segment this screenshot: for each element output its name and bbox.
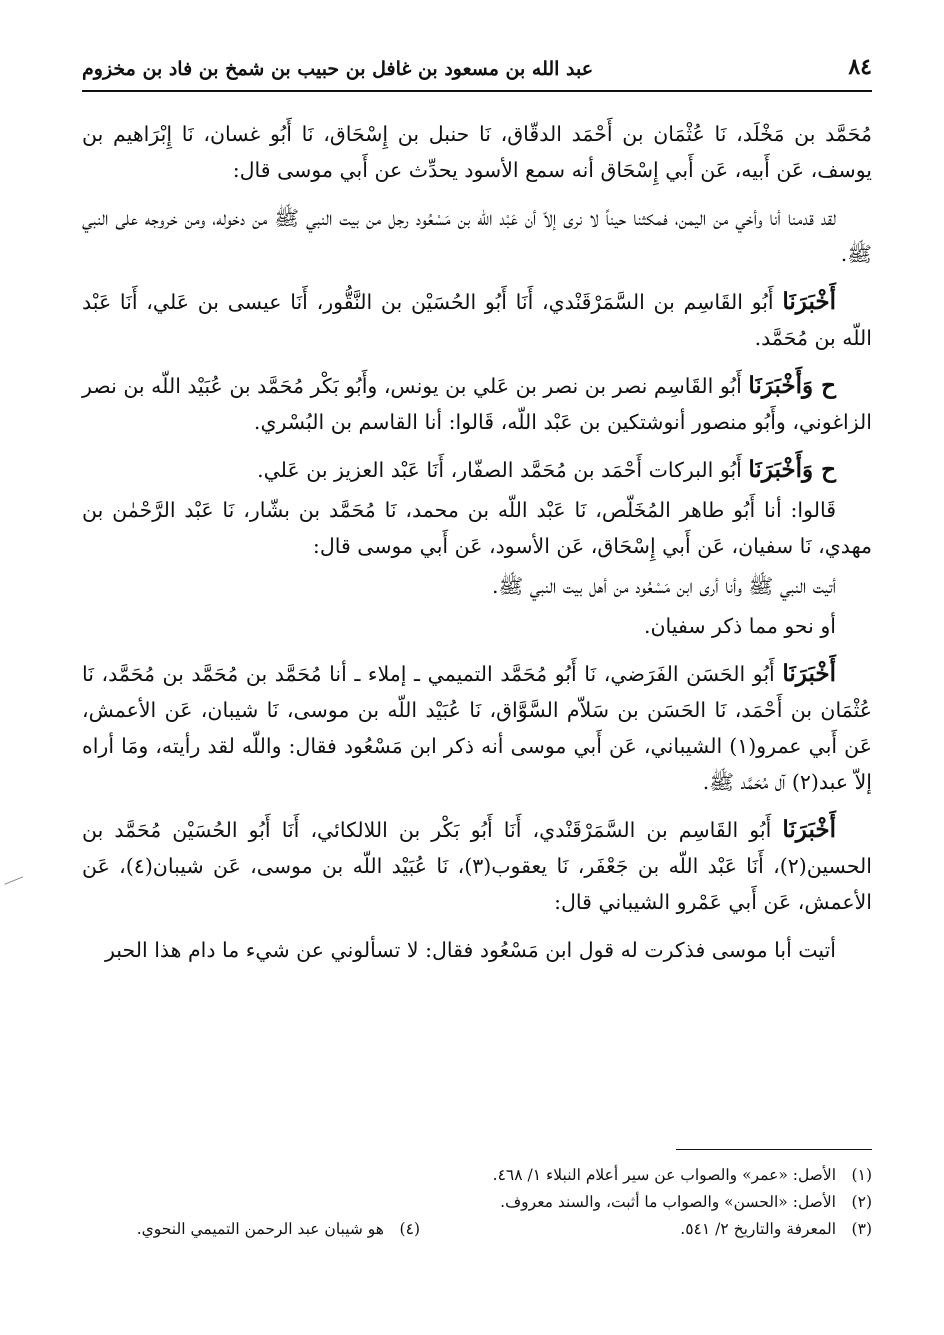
paragraph-3 (82, 284, 872, 356)
paragraph-11-text: أتيت أبا موسى فذكرت له قول ابن مَسْعُود فقال: لا تسألوني عن شيء ما دام هذا الحبر (105, 938, 836, 962)
paragraph-8 (82, 608, 872, 644)
footnote-1 (493, 1162, 872, 1189)
paragraph-9 (82, 656, 872, 800)
running-title: عبد الله بن مسعود بن غافل بن حبيب بن شمخ بن فاد بن مخزوم (82, 58, 594, 80)
footnote-row (82, 1162, 872, 1189)
paragraph-7 (82, 568, 872, 604)
footnote-row (82, 1189, 872, 1216)
footnotes (82, 1162, 872, 1243)
page-header (82, 50, 872, 92)
footnote-divider (676, 1149, 872, 1150)
paragraph-2-text: لقد قدمنا أنا وأخي من اليمن، فمكثنا حيناً لا نرى إلاّ أن عَبْد اللّه بن مَسْعُود رجل من بيت النبي ﷺ من دخوله، ومن خروجه على النبي ﷺ. (82, 206, 872, 266)
scan-edge-mark (4, 876, 23, 885)
paragraph-5-text: أَبُو البركات أَحْمَد بن مُحَمَّد الصفّار، أَنَا عَبْد العزيز بن عَلي. (257, 458, 749, 482)
footnote-3 (680, 1216, 872, 1243)
footnote-row (82, 1216, 872, 1243)
paragraph-6-text: قَالوا: أنا أَبُو طاهر المُخَلّص، نَا عَبْد اللّه بن محمد، نَا مُحَمَّد بن بشّار، نَا عَبْد الرَّحْمٰن بن مهدي، نَا سفيان، عَن أَبي إِسْحَاق، عَن الأسود، عَن أَبي موسى قال: (82, 498, 872, 558)
paragraph-4-text: أَبُو القَاسِم نصر بن نصر بن عَلي بن يونس، وأَبُو بَكْر مُحَمَّد بن عُبَيْد اللّه بن نصر الزاغوني، وأَبُو منصور أنوشتكين بن عَبْد اللّه، قَالوا: أنا القاسم بن البُسْري. (82, 374, 872, 434)
footnote-2 (500, 1189, 872, 1216)
footnote-text: هو شيبان عبد الرحمن التميمي النحوي. (136, 1220, 384, 1238)
paragraph-1-text: مُحَمَّد بن مَخْلَد، نَا عُثْمَان بن أَحْمَد الدقّاق، نَا حنبل بن إِسْحَاق، نَا أَبُو غسان، نَا إِبْرَاهيم بن يوسف، عَن أَبيه، عَن أَبي إِسْحَاق أنه سمع الأسود يحدِّث عن أَبي موسى قال: (82, 122, 872, 182)
paragraph-2 (82, 200, 872, 272)
page-number: ٨٤ (848, 54, 872, 80)
isnad-lead: أَخْبَرَنَا (782, 288, 836, 315)
footnote-number: (٣) (851, 1220, 872, 1238)
paragraph-9-text: أَبُو الحَسَن الفَرَضي، نَا أَبُو مُحَمَّد التميمي ـ إملاء ـ أنا مُحَمَّد بن مُحَمَّد بن مُحَمَّد، نَا عُثْمَان بن أَحْمَد، نَا الحَسَن بن سَلاّم السَّوَّاق، نَا عُبَيْد اللّه بن موسى، نَا شيبان، عَن الأعمش، عَن أَبي عمرو(١) الشيباني، عَن أَبي موسى أنه ذكر ابن مَسْعُود فقال: واللّه لقد رأيته، ومَا أراه إلاّ عبد(٢) آل مُحَمَّد ﷺ. (82, 662, 872, 794)
paragraph-11 (82, 932, 872, 968)
paragraph-6 (82, 492, 872, 564)
paragraph-3-text: أَبُو القَاسِم بن السَّمَرْقَنْدي، أَنَا أَبُو الحُسَيْن بن النَّقُّور، أَنَا عيسى بن عَلي، أَنَا عَبْد اللّه بن مُحَمَّد. (82, 290, 872, 350)
footnote-number: (٤) (399, 1220, 420, 1238)
isnad-lead: ح وَأَخْبَرَنَا (748, 456, 836, 483)
paragraph-1 (82, 116, 872, 188)
isnad-lead: أَخْبَرَنَا (782, 660, 836, 687)
paragraph-10 (82, 812, 872, 920)
footnote-text: الأصل: «الحسن» والصواب ما أثبت، والسند معروف. (500, 1193, 836, 1211)
footnote-text: المعرفة والتاريخ ٢/ ٥٤١. (680, 1220, 836, 1238)
paragraph-4 (82, 368, 872, 440)
footnote-text: الأصل: «عمر» والصواب عن سير أعلام النبلاء ١/ ٤٦٨. (492, 1166, 836, 1184)
footnote-number: (١) (851, 1166, 872, 1184)
main-text (82, 116, 872, 980)
footnote-4 (137, 1216, 420, 1243)
paragraph-8-text: أو نحو مما ذكر سفيان. (643, 614, 836, 638)
isnad-lead: ح وَأَخْبَرَنَا (748, 372, 837, 399)
paragraph-7-text: أتيت النبي ﷺ وأنا أرى ابن مَسْعُود من أهل بيت النبي ﷺ. (492, 574, 836, 598)
paragraph-10-text: أَبُو القَاسِم بن السَّمَرْقَنْدي، أَنَا أَبُو بَكْر بن اللالكائي، أَنَا أَبُو الحُسَيْن مُحَمَّد بن الحسين(٢)، أَنَا عَبْد اللّه بن جَعْفَر، نَا يعقوب(٣)، نَا عُبَيْد اللّه بن موسى، عَن شيبان(٤)، عَن الأعمش، عَن أَبي عَمْرو الشيباني قال: (82, 818, 873, 914)
paragraph-5 (82, 452, 872, 488)
isnad-lead: أَخْبَرَنَا (782, 816, 836, 843)
footnote-number: (٢) (851, 1193, 872, 1211)
